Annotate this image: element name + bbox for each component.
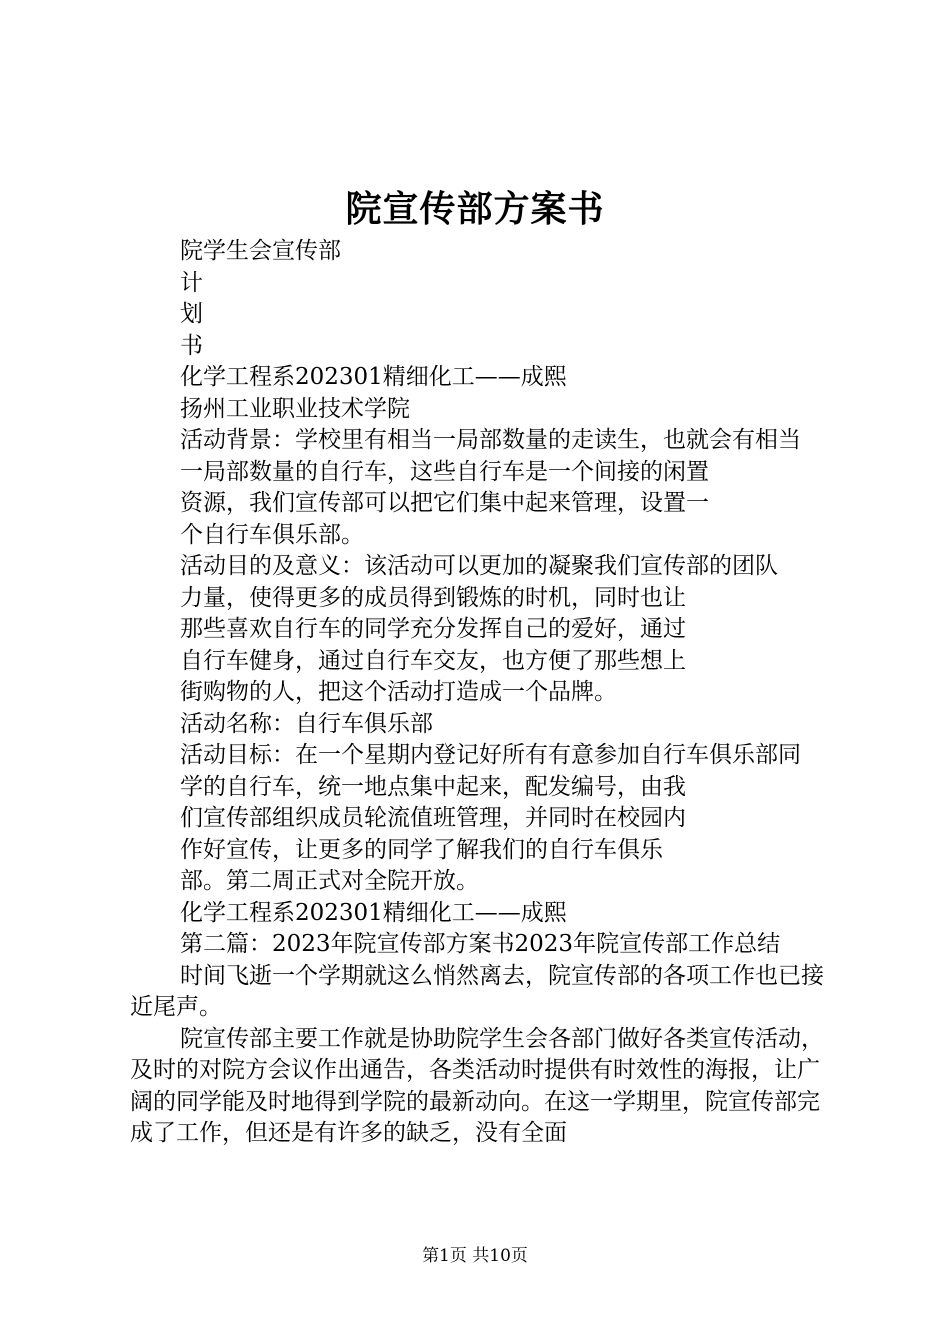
paragraph-wrapped: 活动背景：学校里有相当一局部数量的走读生，也就会有相当 (180, 427, 801, 453)
paragraph-line: 活动名称：自行车俱乐部 (180, 710, 433, 737)
paragraph-line: 自行车健身，通过自行车交友，也方便了那些想上 (180, 647, 686, 674)
paragraph-wrapped: 时间飞逝一个学期就这么悄然离去，院宣传部的各项工作也已接近尾声。 (130, 962, 824, 1020)
paragraph-line: 力量，使得更多的成员得到锻炼的时机，同时也让 (180, 584, 686, 611)
paragraph-line: 那些喜欢自行车的同学充分发挥自己的爱好，通过 (180, 616, 686, 642)
page-number-footer: 第1页 共10页 (422, 1246, 528, 1266)
document-body (130, 236, 842, 1150)
paragraph-line: 作好宣传，让更多的同学了解我们的自行车俱乐 (180, 836, 663, 863)
paragraph-line: 化学工程系202301精细化工——成熙 (180, 899, 567, 926)
paragraph-line: 一局部数量的自行车，这些自行车是一个间接的闲置 (180, 458, 709, 485)
paragraph-line: 划 (180, 301, 203, 327)
paragraph-line: 街购物的人，把这个活动打造成一个品牌。 (180, 679, 617, 705)
paragraph-line: 院学生会宣传部 (180, 238, 341, 264)
paragraph-line: 个自行车俱乐部。 (180, 521, 364, 548)
paragraph-line: 资源，我们宣传部可以把它们集中起来管理，设置一 (180, 490, 709, 516)
paragraph-line: 计 (180, 269, 203, 296)
document-title: 院宣传部方案书 (345, 188, 605, 230)
paragraph-wrapped: 活动目标：在一个星期内登记好所有有意参加自行车俱乐部同 (180, 742, 801, 768)
paragraph-line: 第二篇：2023年院宣传部方案书2023年院宣传部工作总结 (180, 931, 781, 957)
paragraph-wrapped: 院宣传部主要工作就是协助院学生会各部门做好各类宣传活动，及时的对院方会议作出通告，各类活动时提供有时效性的海报，让广阔的同学能及时地得到学院的最新动向。在这一学期里，院宣传部完成了工作，但还是有许多的缺乏，没有全面 (130, 1025, 824, 1146)
paragraph-line: 书 (180, 332, 203, 359)
paragraph-line: 化学工程系202301精细化工——成熙 (180, 364, 567, 390)
paragraph-line: 部。第二周正式对全院开放。 (180, 868, 479, 894)
paragraph-line: 学的自行车，统一地点集中起来，配发编号，由我 (180, 773, 686, 800)
paragraph-line: 活动目的及意义：该活动可以更加的凝聚我们宣传部的团队 (180, 553, 778, 579)
paragraph-line: 扬州工业职业技术学院 (180, 395, 410, 422)
paragraph-line: 们宣传部组织成员轮流值班管理，并同时在校园内 (180, 805, 686, 831)
